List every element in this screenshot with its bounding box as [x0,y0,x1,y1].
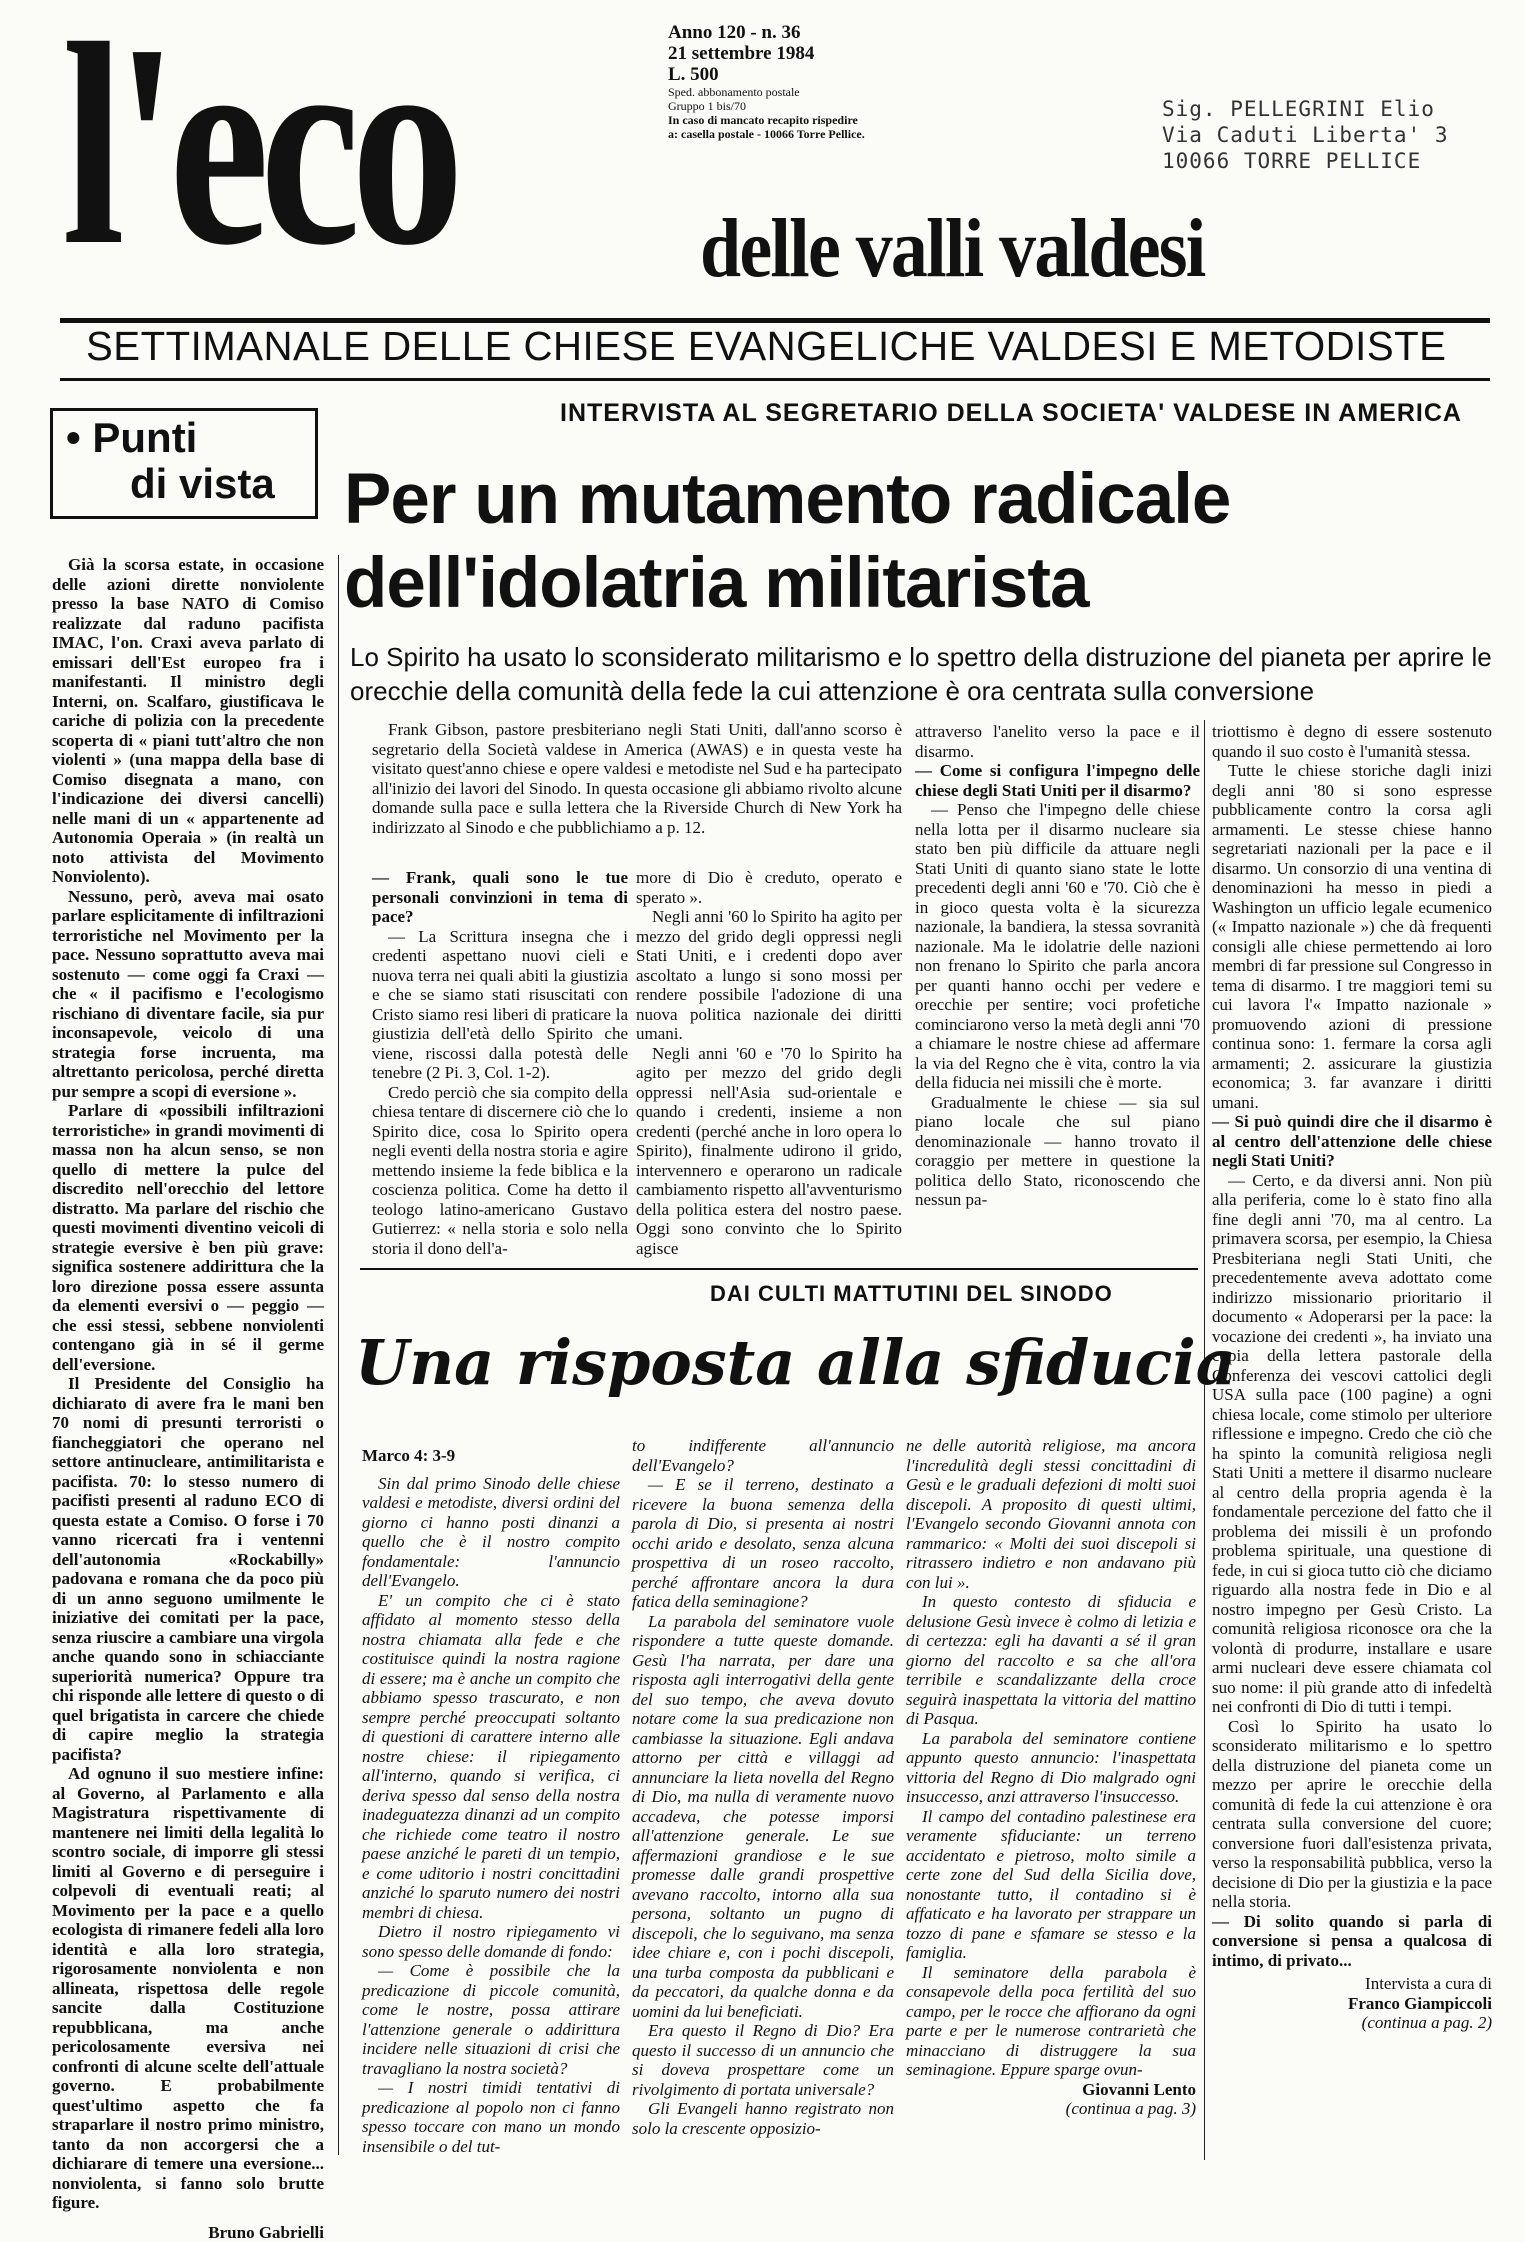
sermon-paragraph: La parabola del seminatore vuole rispondere a tutte queste domande. Gesù l'ha narrata, per dare una risposta agli interrogativi della gente del suo tempo, che aveva dovuto notare come la sua predicazione non cambiasse la situazione. Egli andava attorno per città e villaggi ad annunciare la lieta novella del Regno di Dio, ma nulla di veramente nuovo accadeva, che potesse imporsi all'attenzione generale. Le sue affermazioni grandiose e le sue promesse dalle grandi prospettive avevano raccolto, intorno alla sua persona, soltanto un pugno di discepoli, che lo seguivano, ma senza idee chiare e, con i pochi discepoli, una turba composta da pubblicani e da peccatori, da qualche donna e da uomini da lui beneficiati. [632,1612,894,2022]
tagline-rule [60,378,1490,381]
address-line-2: Via Caduti Liberta' 3 [1162,122,1502,148]
sermon-column-a [362,1446,620,2156]
sermon-paragraph: — Come è possibile che la predicazione di piccole comunità, come le nostre, possa attirare l'attenzione generale o addirittura incidere nelle situazioni di crisi che travagliano la nostra società? [362,1961,620,2078]
sermon-paragraph: Dietro il nostro ripiegamento vi sono spesso delle domande di fondo: [362,1922,620,1961]
sermon-column-c [906,1436,1196,2119]
interview-paragraph: triottismo è degno di essere sostenuto quando il suo costo è l'umanità stessa. [1212,722,1492,761]
interview-paragraph: Credo perciò che sia compito della chiesa tentare di discernere ciò che lo Spirito dice, cosa lo Spirito opera negli eventi della nostra storia e agire mettendo insieme la fede biblica e la coscienza politica. Come ha detto il teologo latino-americano Gustavo Gutierrez: « nella storia e solo nella storia il dono dell'a- [372,1083,628,1259]
sermon-kicker: DAI CULTI MATTUTINI DEL SINODO [710,1280,1113,1308]
postal-line-1: Sped. abbonamento postale [668,85,968,99]
sermon-column-b [632,1436,894,2138]
sermon-author: Giovanni Lento [906,2080,1196,2100]
address-label [1162,96,1502,174]
sermon-paragraph: La parabola del seminatore contiene appunto questo annuncio: l'inaspettata vittoria del Regno di Dio malgrado ogni insuccesso, anzi attraverso l'insuccesso. [906,1729,1196,1807]
pv-paragraph: Ad ognuno il suo mestiere infine: al Governo, al Parlamento e alla Magistratura rispettivamente di mantenere nei limiti della legalità lo scontro sociale, di imporre gli stessi limiti al Governo e di perseguire i colpevoli di eventuali reati; al Movimento per la pace e a quello ecologista di rimanere fedeli alla loro identità e alla loro strategia, rigorosamente nonviolenta e non allineata, rispettosa delle regole sancite dalla Costituzione repubblicana, ma anche pericolosamente eversiva nei confronti di alcune scelte dell'attuale governo. E probabilmente quest'ultimo aspetto che fa straparlare il nostro primo ministro, tanto da non accorgersi che a dichiarare di temere una eversione... nonviolenta, si fanno solo brutte figure. [52,1764,324,2213]
issue-date: 21 settembre 1984 [668,43,968,64]
interview-credit-2: Franco Giampiccoli [1212,1994,1492,2014]
column-divider [1204,720,1205,2160]
return-line-1: In caso di mancato recapito rispedire [668,113,968,127]
interview-question: — Come si configura l'impegno delle chiese degli Stati Uniti per il disarmo? [915,761,1200,800]
sermon-title: Una risposta alla sfiducia [355,1328,1236,1398]
interview-column-c [915,722,1200,1210]
masthead-subtitle: delle valli valdesi [700,204,1205,294]
interview-paragraph: — La Scrittura insegna che i credenti aspettano nuovi cieli e nuova terra nei quali abiti la giustizia e che se siamo stati risuscitati con Cristo siamo resi liberi di praticare la giustizia dell'età dello Spirito che viene, riscossi dalla potestà delle tenebre (2 Pi. 3, Col. 1-2). [372,927,628,1083]
pv-paragraph: Nessuno, però, aveva mai osato parlare esplicitamente di infiltrazioni terroristiche nel Movimento per la pace. Nessuno soprattutto aveva mai sostenuto — come oggi fa Craxi — che « il pacifismo e l'ecologismo rischiano di diventare facile, sia pur inconsapevole, veicolo di una strategia forse incruenta, ma altrettanto pericolosa, perché diretta pur sempre a scopi di eversione ». [52,887,324,1102]
interview-paragraph: Negli anni '60 e '70 lo Spirito ha agito per mezzo del grido degli oppressi nell'Asia sud-orientale e quando i credenti, insieme a non credenti (perché anche in loro opera lo Spirito), finalmente udirono il grido, intervennero e operarono un radicale cambiamento rispetto all'avventurismo della politica estera del nostro paese. Oggi sono convinto che lo Spirito agisce [636,1044,902,1259]
issue-info [668,22,968,141]
issue-number: Anno 120 - n. 36 [668,22,968,43]
masthead-tagline: SETTIMANALE DELLE CHIESE EVANGELICHE VALDESI E METODISTE [86,322,1468,370]
interview-headline [344,458,1494,626]
sermon-paragraph: E' un compito che ci è stato affidato al momento stesso della nostra chiamata alla fede e che costituisce quindi la nostra ragione di essere; ma è anche un compito che abbiamo spesso trascurato, e non sempre perché preoccupati soltanto di questioni di carattere interno alle nostre chiese: il ripiegamento all'interno, quando si verifica, ci deriva spesso dal senso della nostra inadeguatezza dinanzi ad un compito che richiede come teatro il nostro paese anziché le pareti di un tempio, e come uditorio i nostri concittadini anziché lo sparuto numero dei nostri membri di chiesa. [362,1591,620,1923]
sermon-paragraph: Sin dal primo Sinodo delle chiese valdesi e metodiste, diversi ordini del giorno ci hanno posti dinanzi a quello che è il nostro compito fondamentale: l'annuncio dell'Evangelo. [362,1474,620,1591]
interview-column-d [1212,722,1492,2033]
intro-paragraph: Frank Gibson, pastore presbiteriano negli Stati Uniti, dall'anno scorso è segretario della Società valdese in America (AWAS) e in questa veste ha visitato quest'anno chiese e opere valdesi e metodiste nel Sud e ha partecipato all'inizio dei lavori del Sinodo. In questa occasione gli abbiamo rivolto alcune domande sulla pace e sulla lettera che la Riverside Church di New York ha indirizzato al Sinodo e che pubblichiamo a p. 12. [372,720,902,837]
interview-credit-1: Intervista a cura di [1212,1974,1492,1994]
address-line-1: Sig. PELLEGRINI Elio [1162,96,1502,122]
sermon-reference: Marco 4: 3-9 [362,1446,620,1466]
interview-continue: (continua a pag. 2) [1212,2013,1492,2033]
postal-line-2: Gruppo 1 bis/70 [668,99,968,113]
interview-kicker: INTERVISTA AL SEGRETARIO DELLA SOCIETA' VALDESE IN AMERICA [560,398,1462,428]
column-divider [338,555,339,2155]
interview-column-a [372,868,628,1258]
punti-di-vista-label-2: di vista [130,462,275,506]
sermon-paragraph: ne delle autorità religiose, ma ancora l'incredulità degli stessi concittadini di Gesù e le graduali defezioni di molti suoi discepoli. A proposito di questi ultimi, l'Evangelo secondo Giovanni annota con rammarico: « Molti dei suoi discepoli si ritrassero indietro e non andavano più con lui ». [906,1436,1196,1592]
sermon-paragraph: — E se il terreno, destinato a ricevere la buona semenza della parola di Dio, si presenta ai nostri occhi arido e desolato, senza alcuna prospettiva di un roseo raccolto, perché affrontare ancora la dura fatica della seminagione? [632,1475,894,1612]
sermon-paragraph: — I nostri timidi tentativi di predicazione al popolo non ci fanno spesso toccare con mano un mondo insensibile o del tut- [362,2078,620,2156]
interview-question: — Di solito quando si parla di conversione si pensa a qualcosa di intimo, di privato... [1212,1912,1492,1971]
interview-question: — Si può quindi dire che il disarmo è al centro dell'attenzione delle chiese negli Stati Uniti? [1212,1112,1492,1171]
interview-paragraph: Tutte le chiese storiche dagli inizi degli anni '80 si sono espresse pubblicamente contro la corsa agli armamenti. Le stesse chiese hanno segretariati nazionali per la pace e il disarmo. Un consorzio di una ventina di denominazioni ha messo in piedi a Washington un ufficio legale ecumenico (« Impatto nazionale ») che dà frequenti consigli alle chiese permettendo ai loro membri di far pressione sul Congresso in tema di disarmo. I tre maggiori temi su cui lavora l'« Impatto nazionale » promuovendo azioni di pressione continua sono: 1. fermare la corsa agli armamenti; 2. assicurare la giustizia economica; 3. far avanzare i diritti umani. [1212,761,1492,1112]
interview-paragraph: — Certo, e da diversi anni. Non più alla periferia, come lo è stato fino alla fine degli anni '70, ma al centro. La primavera scorsa, per esempio, la Chiesa Presbiteriana negli Stati Uniti, che precedentemente aveva adottato come indirizzo missionario prioritario il documento « Adoperarsi per la pace: la vocazione dei credenti », ha inviato una copia della lettera pastorale della Conferenza dei vescovi cattolici degli USA sulla pace (100 pagine) a ogni chiesa locale, come stimolo per ulteriore riflessione e impegno. Credo che ciò che ha spinto la comunità religiosa negli Stati Uniti a mettere il disarmo nucleare al centro della propria agenda è la fondamentale percezione del fatto che il problema dei missili è un profondo problema spirituale, una questione di fede, in cui si gioca tutto ciò che diciamo riguardo alla nostra fede in Dio e al nostro impegno per Gesù Cristo. La comunità religiosa riconosce ora che la volontà di produrre, installare e usare armi nucleari deve essere chiamata col suo nome: il più grande atto di infedeltà nei confronti di Dio di tutti i tempi. [1212,1171,1492,1717]
headline-line-2: dell'idolatria militarista [344,542,1494,626]
address-line-3: 10066 TORRE PELLICE [1162,148,1502,174]
interview-deck: Lo Spirito ha usato lo sconsiderato militarismo e lo spettro della distruzione del pianeta per aprire le orecchie della comunità della fede la cui attenzione è ora centrata sulla conversione [350,640,1500,708]
interview-paragraph: Gradualmente le chiese — sia sul piano locale che sul piano denominazionale — hanno trovato il coraggio per mettere in questione la politica dello Stato, riconoscendo che nessun pa- [915,1093,1200,1210]
sermon-continue: (continua a pag. 3) [906,2099,1196,2119]
pv-paragraph: Parlare di «possibili infiltrazioni terroristiche» in grandi movimenti di massa non ha alcun senso, se non quello di mettere la pulce del discredito nell'orecchio del lettore distratto. Ma parlare del rischio che questi movimenti diventino veicoli di strategie eversive è ben più grave: significa sostenere addirittura che la loro direzione possa essere assunta da elementi eversivi o — peggio — che essi stessi, sebbene nonviolenti contengano già in sé il germe dell'eversione. [52,1101,324,1374]
interview-intro [372,720,902,837]
pv-author: Bruno Gabrielli [52,2223,324,2242]
pv-paragraph: Già la scorsa estate, in occasione delle azioni dirette nonviolente presso la base NATO di Comiso realizzate dal raduno pacifista IMAC, l'on. Craxi aveva parlato di emissari dell'Est europeo fra i manifestanti. Il ministro degli Interni, on. Scalfaro, giustificava le cariche di polizia con la precedente scoperta di « piani tutt'altro che non violenti » (una mappa della base di Comiso disegnata a mano, con l'indicazione dei diversi cancelli) nelle mani di un « appartenente ad Autonomia Operaia » (in realtà un noto attivista del Movimento Nonviolento). [52,555,324,887]
issue-price: L. 500 [668,64,968,85]
masthead-logo: l'eco [62,0,455,290]
return-line-2: a: casella postale - 10066 Torre Pellice. [668,127,968,141]
interview-paragraph: Negli anni '60 lo Spirito ha agito per mezzo del grido degli oppressi negli Stati Uniti, e i credenti dopo aver ascoltato a lungo si sono mossi per rendere possibile l'adozione di una nuova politica nazionale dei diritti umani. [636,907,902,1044]
sermon-paragraph: Il seminatore della parabola è consapevole della poca fertilità del suo campo, per le rocce che affiorano da ogni parte e per le numerose contrarietà che minacciano di distruggere la sua seminagione. Eppure sparge ovun- [906,1963,1196,2080]
punti-di-vista-column [52,555,324,2242]
interview-paragraph: — Penso che l'impegno delle chiese nella lotta per il disarmo nucleare sia stato ben più difficile da attuare negli Stati Uniti di quanto siano state le lotte precedenti degli anni '60 e '70. Ciò che è in gioco questa volta è la sicurezza nazionale, la bandiera, la stessa sovranità nazionale. Ma le idolatrie delle nazioni non frenano lo Spirito che parla ancora per quanti hanno occhi per vedere e orecchie per sentire; voci profetiche cominciarono verso la metà degli anni '70 a chiamare le nostre chiese ad affermare la via del Regno che è vita, contro la via della fiducia nei missili che è morte. [915,800,1200,1093]
sermon-paragraph: In questo contesto di sfiducia e delusione Gesù invece è colmo di letizia e di certezza: egli ha davanti a sé il gran giorno del raccolto e sa che all'ora terribile e scandalizzante della croce seguirà inaspettata la vittoria del mattino di Pasqua. [906,1592,1196,1729]
section-rule [360,1268,1198,1270]
pv-paragraph: Il Presidente del Consiglio ha dichiarato di avere fra le mani ben 70 nomi di presunti terroristi o fiancheggiatori che operano nel settore antinucleare, antimilitarista e pacifista. 70: lo stesso numero di pacifisti presenti al raduno ECO di questa estate a Comiso. O forse i 70 vanno ricercati fra i ventenni dell'autonomia «Rockabilly» padovana e romana che da poco più di un anno seguono umilmente le iniziative dei comitati per la pace, senza riuscire a cambiare una virgola anche quando sono in schiacciante superiorità numerica? Oppure tra chi risponde alle lettere di questo o di quel brigatista in carcere che chiede di capire meglio la strategia pacifista? [52,1374,324,1764]
sermon-paragraph: to indifferente all'annuncio dell'Evangelo? [632,1436,894,1475]
interview-column-b [636,868,902,1258]
sermon-paragraph: Gli Evangeli hanno registrato non solo la crescente opposizio- [632,2099,894,2138]
punti-di-vista-label-1: • Punti [66,416,197,460]
interview-paragraph: more di Dio è creduto, operato e sperato ». [636,868,902,907]
sermon-paragraph: Era questo il Regno di Dio? Era questo il successo di un annuncio che si doveva prospettare come un rivolgimento di portata universale? [632,2021,894,2099]
interview-paragraph: Così lo Spirito ha usato lo sconsiderato militarismo e lo spettro della distruzione del pianeta come un mezzo per aprire le orecchie della comunità di fede la cui attenzione è ora centrata sulla conversione del cuore; conversione fuori dall'esistenza privata, verso la responsabilità pubblica, verso la decisione di Dio per la giustizia e la pace nella storia. [1212,1717,1492,1912]
headline-line-1: Per un mutamento radicale [344,458,1494,542]
interview-question: — Frank, quali sono le tue personali convinzioni in tema di pace? [372,868,628,927]
sermon-paragraph: Il campo del contadino palestinese era veramente sfiduciante: un terreno accidentato e pietroso, molto simile a certe zone del Sud della Sicilia dove, nonostante tutto, il contadino si è affaticato e ha lavorato per strappare un tozzo di pane e sfamare se stesso e la famiglia. [906,1807,1196,1963]
interview-paragraph: attraverso l'anelito verso la pace e il disarmo. [915,722,1200,761]
